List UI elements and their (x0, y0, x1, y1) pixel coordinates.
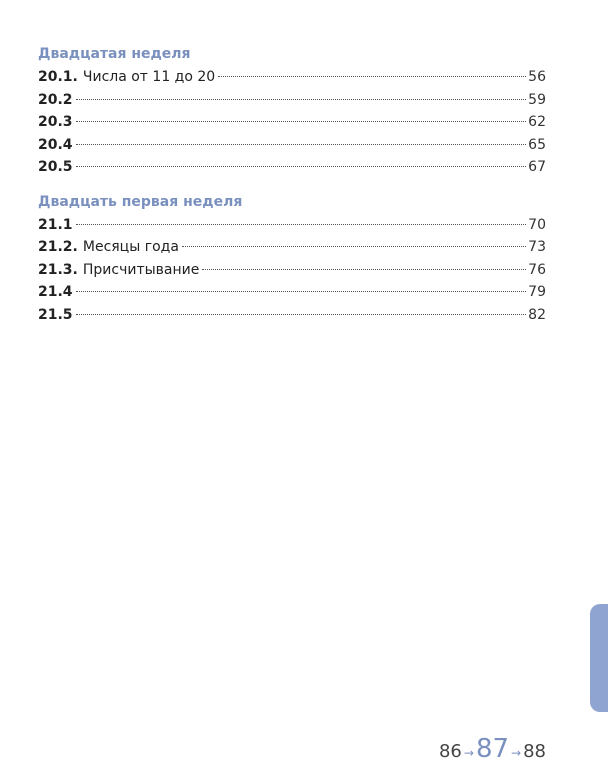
entry-page: 62 (528, 114, 546, 130)
entry-page: 76 (528, 261, 546, 278)
entry-title: Числа от 11 до 20 (82, 69, 216, 85)
dot-leader (76, 314, 527, 315)
entry-page: 73 (528, 239, 546, 255)
entry-page: 79 (528, 284, 546, 300)
dot-leader (182, 246, 526, 247)
entry-title: Месяцы года (82, 239, 179, 255)
toc-entry[interactable] (38, 66, 546, 89)
dot-leader (76, 121, 527, 122)
toc-entry[interactable] (38, 214, 546, 237)
next-page-number[interactable]: 88 (523, 741, 546, 762)
toc-entry[interactable] (38, 89, 546, 112)
dot-leader (76, 291, 527, 292)
toc-entry[interactable] (38, 134, 546, 157)
entry-page: 82 (528, 306, 546, 323)
section-title: Двадцать первая неделя (38, 193, 243, 210)
page-navigation (439, 734, 546, 764)
entry-number: 20.2 (38, 91, 73, 108)
entry-page: 65 (528, 136, 546, 153)
entry-number: 21.1 (38, 216, 73, 233)
entry-title: Присчитывание (82, 261, 200, 278)
toc-section-week-20 (38, 44, 546, 179)
entry-number: 21.5 (38, 306, 73, 323)
table-of-contents (38, 44, 546, 326)
arrow-right-icon: → (463, 746, 474, 760)
dot-leader (76, 99, 527, 100)
side-tab-marker (590, 604, 608, 712)
toc-entry[interactable] (38, 281, 546, 304)
toc-entry[interactable] (38, 236, 546, 259)
entry-page: 59 (528, 91, 546, 108)
prev-page-number[interactable]: 86 (438, 741, 462, 762)
section-title: Двадцатая неделя (38, 46, 191, 62)
entry-number: 21.4 (38, 284, 73, 300)
entry-number: 20.5 (38, 159, 73, 175)
dot-leader (218, 76, 526, 77)
entry-number: 20.3 (38, 114, 73, 130)
arrow-right-icon: → (511, 746, 522, 760)
entry-page: 70 (528, 216, 546, 233)
dot-leader (202, 269, 526, 270)
dot-leader (76, 166, 527, 167)
toc-entry[interactable] (38, 259, 546, 282)
dot-leader (76, 224, 527, 225)
toc-entry[interactable] (38, 111, 546, 134)
toc-entry[interactable] (38, 156, 546, 179)
toc-entry[interactable] (38, 304, 546, 327)
dot-leader (76, 144, 527, 145)
entry-page: 56 (528, 69, 546, 85)
entry-number: 20.1. (38, 69, 78, 85)
toc-section-week-21 (38, 192, 546, 327)
entry-number: 21.2. (38, 239, 78, 255)
entry-number: 21.3. (38, 261, 78, 278)
entry-number: 20.4 (38, 136, 73, 153)
entry-page: 67 (528, 159, 546, 175)
current-page-number: 87 (475, 734, 510, 764)
